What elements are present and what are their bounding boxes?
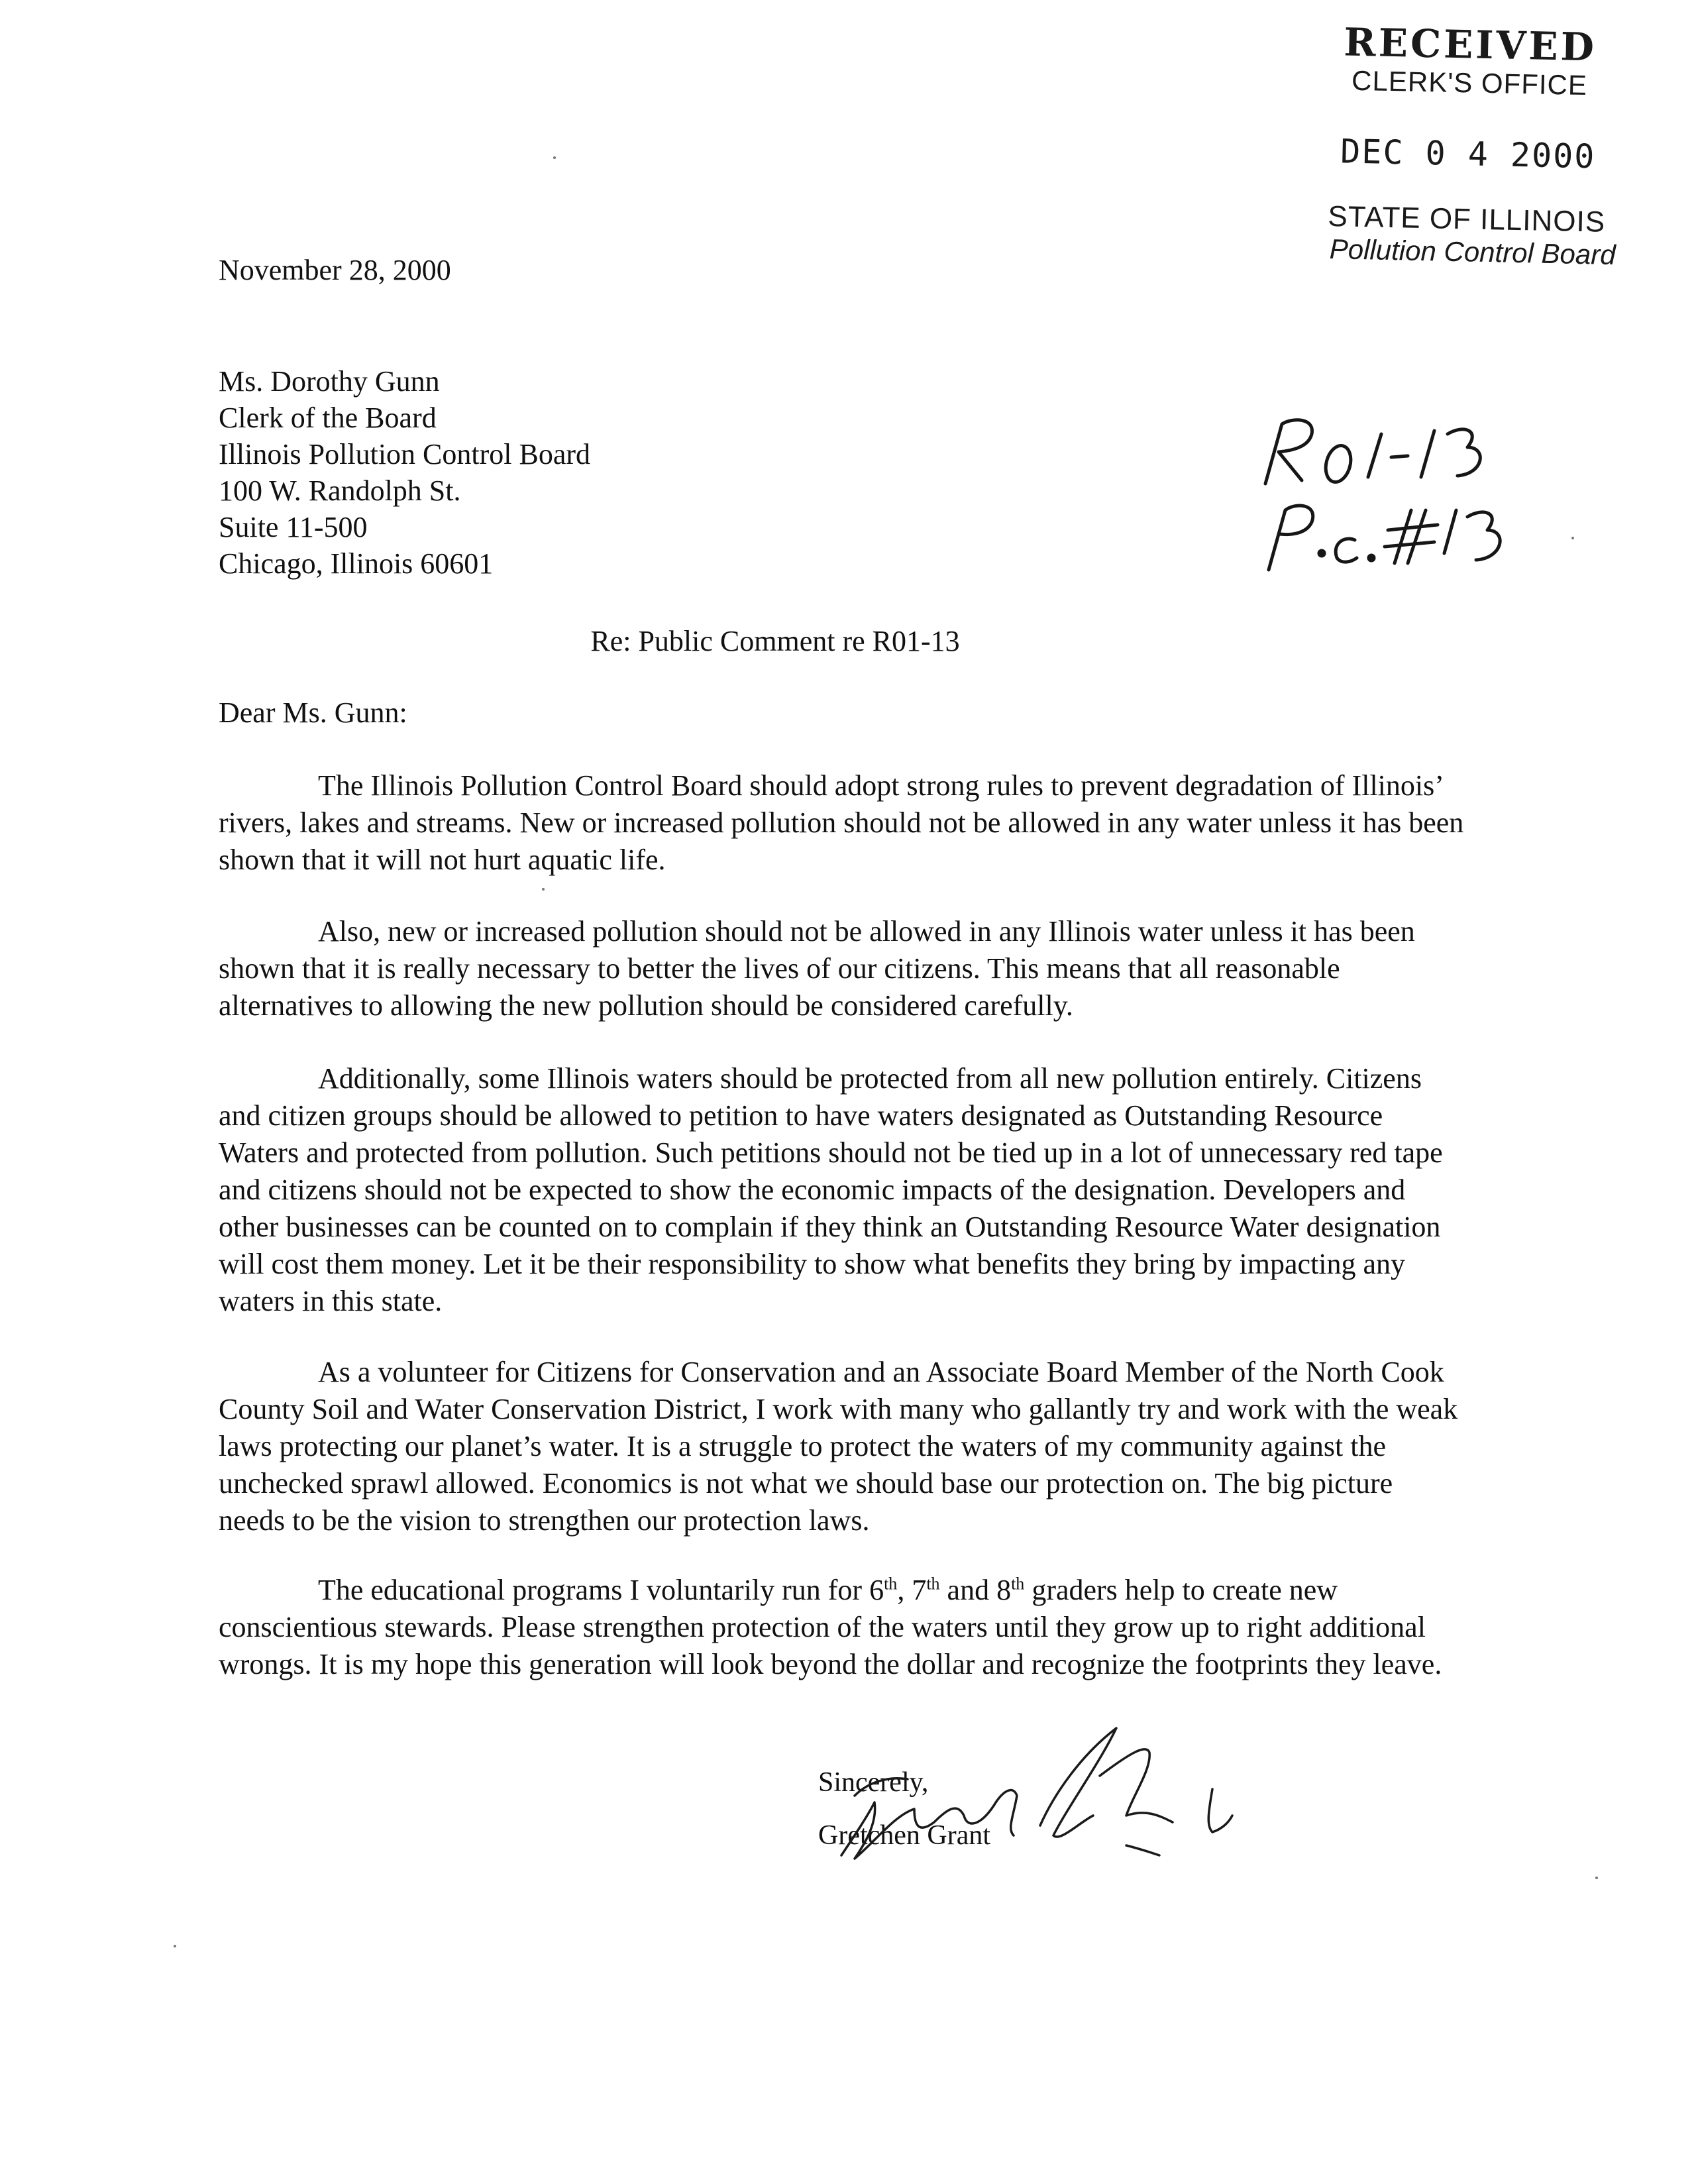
stamp-office-text: CLERK'S OFFICE [1351,64,1588,101]
signer-name: Gretchen Grant [818,1820,991,1851]
stamp-state-text: STATE OF ILLINOIS [1327,200,1606,239]
ordinal-suffix: th [884,1574,898,1594]
address-line: Illinois Pollution Control Board [219,438,591,470]
ordinal-suffix: th [1011,1574,1025,1594]
paragraph-text: graders help to create new conscientious stewards. Please strengthen protection of the waters until they grow up to right additional wrongs. It is my hope this generation will look beyond the dollar and recognize the footprints they leave. [219,1574,1442,1680]
address-line: Chicago, Illinois 60601 [219,547,494,580]
scan-speck [1571,537,1574,539]
body-paragraph-3: Additionally, some Illinois waters should be protected from all new pollution entirely. Citizens and citizen groups should be allowed to petition to have waters designated as Outstanding Resource Waters and protected from pollution. Such petitions should not be tied up in a lot of unnecessary red tape and citizens should not be expected to show the economic impacts of the designation. Developers and other businesses can be counted on to complain if they think an Outstanding Resource Water designation will cost them money. Let it be their responsibility to show what benefits they bring by impacting any waters in this state. [219,1062,1443,1317]
body-paragraph-1: The Illinois Pollution Control Board should adopt strong rules to prevent degradation of Illinois’ rivers, lakes and streams. New or increased pollution should not be allowed in any water unless it has been shown that it will not hurt aquatic life. [219,769,1464,876]
subject-line: Re: Public Comment re R01-13 [590,625,960,657]
stamp-board-text: Pollution Control Board [1329,233,1616,271]
address-line: Suite 11-500 [219,511,368,543]
letter-date: November 28, 2000 [219,254,451,286]
scan-speck [553,156,556,159]
scan-speck [174,1945,176,1947]
scan-speck [542,888,545,891]
salutation: Dear Ms. Gunn: [219,696,407,729]
stamp-received-text: RECEIVED [1343,19,1597,70]
body-paragraph-5 [219,1572,1464,1683]
paragraph-text: and 8 [939,1574,1012,1606]
body-paragraph-4: As a volunteer for Citizens for Conservation and an Associate Board Member of the North Cook County Soil and Water Conservation District, I work with many who gallantly try and work with the weak laws protecting our planet’s water. It is a struggle to protect the waters of my community against the unchecked sprawl allowed. Economics is not what we should base our protection on. The big picture needs to be the vision to strengthen our protection laws. [219,1356,1458,1537]
ordinal-suffix: th [926,1574,940,1594]
handwritten-signature [815,1716,1239,1875]
inside-address [219,363,1477,582]
stamp-date-text: DEC 0 4 2000 [1340,132,1596,176]
received-stamp [1293,20,1643,272]
closing-text: Sincerely, [818,1767,929,1798]
paragraph-text: , 7 [897,1574,927,1606]
address-line: Ms. Dorothy Gunn [219,365,440,398]
scan-speck [1595,1877,1598,1879]
address-line: 100 W. Randolph St. [219,474,461,507]
paragraph-text: The educational programs I voluntarily run for 6 [318,1574,884,1606]
body-paragraph-2: Also, new or increased pollution should not be allowed in any Illinois water unless it has been shown that it is really necessary to better the lives of our citizens. This means that all reasonable alternatives to allowing the new pollution should be considered carefully. [219,915,1415,1022]
address-line: Clerk of the Board [219,402,437,434]
